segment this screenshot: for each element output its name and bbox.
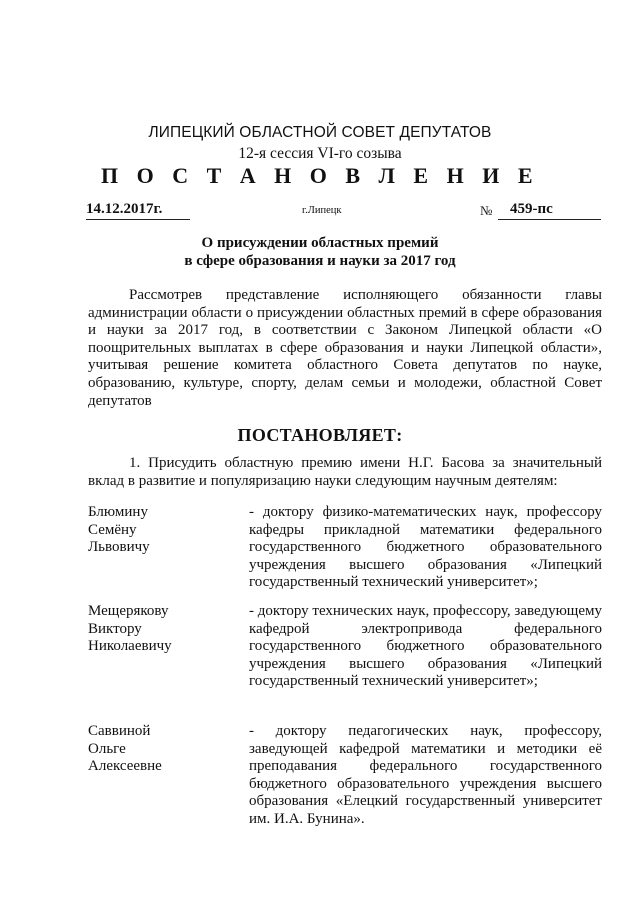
laureate-surname: Саввиной bbox=[88, 723, 151, 739]
title-line-1: О присуждении областных премий bbox=[201, 235, 439, 251]
date-underline bbox=[86, 219, 190, 220]
session-line: 12-я сессия VI-го созыва bbox=[238, 145, 402, 162]
laureate-name bbox=[88, 723, 238, 776]
item-1-paragraph: 1. Присудить областную премию имени Н.Г. Басова за значительный вклад в развитие и популяризацию науки следующим научным деятелям: bbox=[88, 455, 602, 489]
resolves-heading: ПОСТАНОВЛЯЕТ: bbox=[237, 425, 403, 445]
laureate-patronymic: Алексеевне bbox=[88, 758, 162, 775]
laureate-description: - доктору педагогических наук, профессору, заведующей кафедрой математики и методики её преподавания федерального государственного бюджетного образовательного учреждения высшего образования «Елецкий государственный университет им. И.А. Бунина». bbox=[249, 723, 602, 827]
document-type-heading: П О С Т А Н О В Л Е Н И Е bbox=[100, 163, 540, 188]
laureate-patronymic: Николаевичу bbox=[88, 638, 172, 655]
laureate-first-name: Виктору bbox=[88, 620, 142, 637]
preamble-paragraph: Рассмотрев представление исполняющего обязанности главы администрации области о присуждении областных премий в сфере образования и науки за 2017 год, в соответствии с Законом Липецкой области «О поощрительных выплатах в сфере образования и науки Липецкой области», учитывая решение комитета областного Совета депутатов по науке, образованию, культуре, спорту, делам семьи и молодежи, областной Совет депутатов bbox=[88, 287, 602, 409]
laureate-surname: Мещерякову bbox=[88, 603, 169, 619]
laureate-patronymic: Львовичу bbox=[88, 539, 150, 556]
laureate-first-name: Семёну bbox=[88, 521, 137, 538]
laureate-description: - доктору физико-математических наук, профессору кафедры прикладной математики федерального государственного бюджетного образовательного учреждения высшего образования «Липецкий государственный технический университет»; bbox=[249, 504, 602, 591]
laureate-name bbox=[88, 603, 238, 656]
laureate-description: - доктору технических наук, профессору, заведующему кафедрой электропривода федерального государственного бюджетного образовательного учреждения высшего образования «Липецкий государственный технический университет»; bbox=[249, 603, 602, 690]
council-name: ЛИПЕЦКИЙ ОБЛАСТНОЙ СОВЕТ ДЕПУТАТОВ bbox=[148, 124, 492, 141]
laureate-first-name: Ольге bbox=[88, 740, 126, 757]
resolution-date: 14.12.2017г. bbox=[86, 201, 163, 217]
city-label: г.Липецк bbox=[302, 205, 342, 216]
laureate-name bbox=[88, 504, 238, 557]
document-title bbox=[0, 234, 640, 270]
resolution-number: 459-пс bbox=[510, 201, 553, 217]
title-line-2: в сфере образования и науки за 2017 год bbox=[184, 253, 456, 269]
number-sign: № bbox=[480, 203, 493, 218]
laureate-surname: Блюмину bbox=[88, 504, 148, 520]
number-underline bbox=[498, 219, 601, 220]
